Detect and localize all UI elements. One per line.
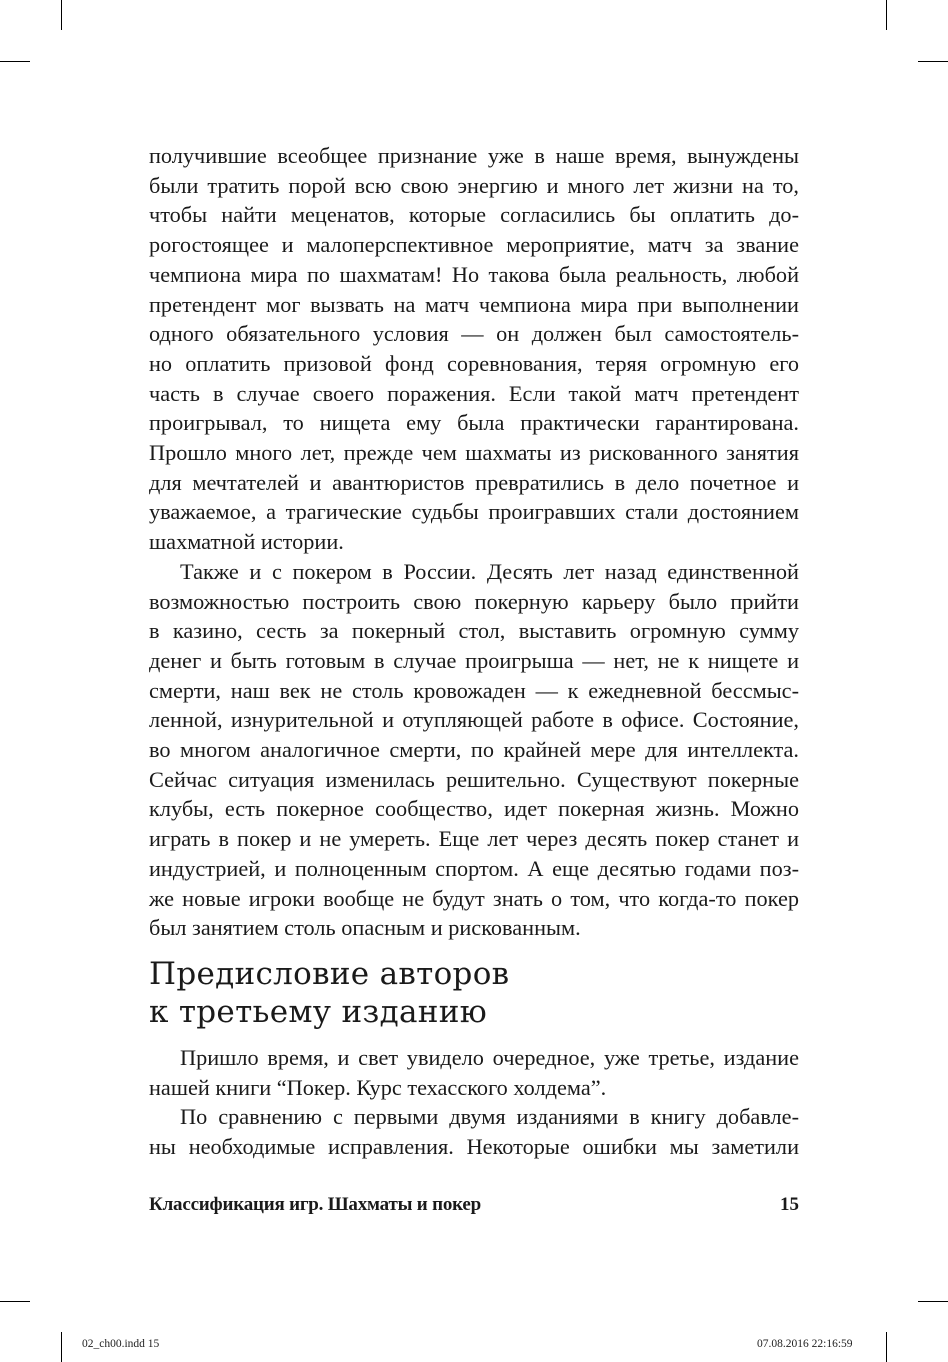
text-line: возможностью построить свою покерную карьеру было прийти xyxy=(149,588,799,614)
slug-file: 02_ch00.indd 15 xyxy=(82,1338,160,1350)
crop-mark-top-left xyxy=(61,0,62,30)
paragraph-1 xyxy=(149,141,799,557)
text-line: рогостоящее и малоперспективное мероприятие, матч за звание xyxy=(149,232,799,258)
text-line: индустрией, и полноценным спортом. А еще десятью годами поз- xyxy=(149,855,799,881)
text-line: чтобы найти меценатов, которые согласились бы оплатить до- xyxy=(149,202,799,228)
crop-mark-bottom-right-h xyxy=(918,1301,948,1302)
crop-mark-top-right-h xyxy=(918,61,948,62)
text-line: шахматной истории. xyxy=(149,529,344,555)
running-title: Классификация игр. Шахматы и покер xyxy=(149,1194,481,1215)
crop-mark-top-right xyxy=(886,0,887,30)
text-line: Прошло много лет, прежде чем шахматы из рискованного занятия xyxy=(149,440,799,466)
text-line: получившие всеобщее признание уже в наше время, вынуждены xyxy=(149,143,799,168)
text-line: претендент мог вызвать на матч чемпиона мира при выполнении xyxy=(149,291,799,317)
text-line: играть в покер и не умереть. Еще лет через десять покер станет и xyxy=(149,826,799,852)
crop-mark-top-left-h xyxy=(0,61,30,62)
text-line: клубы, есть покерное сообщество, идет покерная жизнь. Можно xyxy=(149,796,799,822)
text-line: же новые игроки вообще не будут знать о том, что когда-то покер xyxy=(149,885,799,911)
text-line: уважаемое, а трагические судьбы проигравших стали достоянием xyxy=(149,499,799,525)
text-line: Пришло время, и свет увидело очередное, уже третье, издание xyxy=(180,1044,799,1070)
paragraph-2 xyxy=(149,557,799,943)
text-line: нашей книги “Покер. Курс техасского холдема”. xyxy=(149,1074,607,1100)
text-line: проигрывал, то нищета ему была практически гарантирована. xyxy=(149,410,799,436)
text-line: в казино, сесть за покерный стол, выставить огромную сумму xyxy=(149,618,799,644)
crop-mark-bottom-left xyxy=(61,1332,62,1362)
text-line: Также и с покером в России. Десять лет назад единственной xyxy=(180,558,799,584)
crop-mark-bottom-left-h xyxy=(0,1301,30,1302)
text-line: смерти, наш век не столь кровожаден — к ежедневной бессмыс- xyxy=(149,677,799,703)
text-line: чемпиона мира по шахматам! Но такова была реальность, любой xyxy=(149,261,799,287)
running-footer xyxy=(149,1193,799,1217)
text-line: денег и быть готовым в случае проигрыша — нет, не к нищете и xyxy=(149,647,799,673)
paragraph-4 xyxy=(149,1102,799,1161)
text-line: ны необходимые исправления. Некоторые ошибки мы заметили xyxy=(149,1134,799,1160)
text-line: были тратить порой всю свою энергию и много лет жизни на то, xyxy=(149,172,799,198)
text-line: был занятием столь опасным и рискованным. xyxy=(149,915,581,941)
page-number: 15 xyxy=(780,1194,799,1215)
section-heading-line-2: к третьему изданию xyxy=(149,993,487,1030)
text-line: одного обязательного условия — он должен был самостоятель- xyxy=(149,321,799,347)
page-body xyxy=(149,141,799,1162)
text-line: но оплатить призовой фонд соревнования, теряя огромную его xyxy=(149,350,799,376)
crop-mark-bottom-right xyxy=(886,1332,887,1362)
text-line: По сравнению с первыми двумя изданиями в книгу добавле- xyxy=(180,1104,799,1130)
text-line: Сейчас ситуация изменилась решительно. Существуют покерные xyxy=(149,766,799,792)
text-line: часть в случае своего поражения. Если такой матч претендент xyxy=(149,380,799,406)
text-line: во многом аналогичное смерти, по крайней мере для интеллекта. xyxy=(149,737,799,763)
section-heading-line-1: Предисловие авторов xyxy=(149,955,510,992)
paragraph-3 xyxy=(149,1043,799,1102)
slug-datetime: 07.08.2016 22:16:59 xyxy=(757,1338,853,1350)
section-heading xyxy=(149,955,799,1031)
text-line: ленной, изнурительной и отупляющей работе в офисе. Состояние, xyxy=(149,707,799,733)
text-line: для мечтателей и авантюристов превратились в дело почетное и xyxy=(149,469,799,495)
